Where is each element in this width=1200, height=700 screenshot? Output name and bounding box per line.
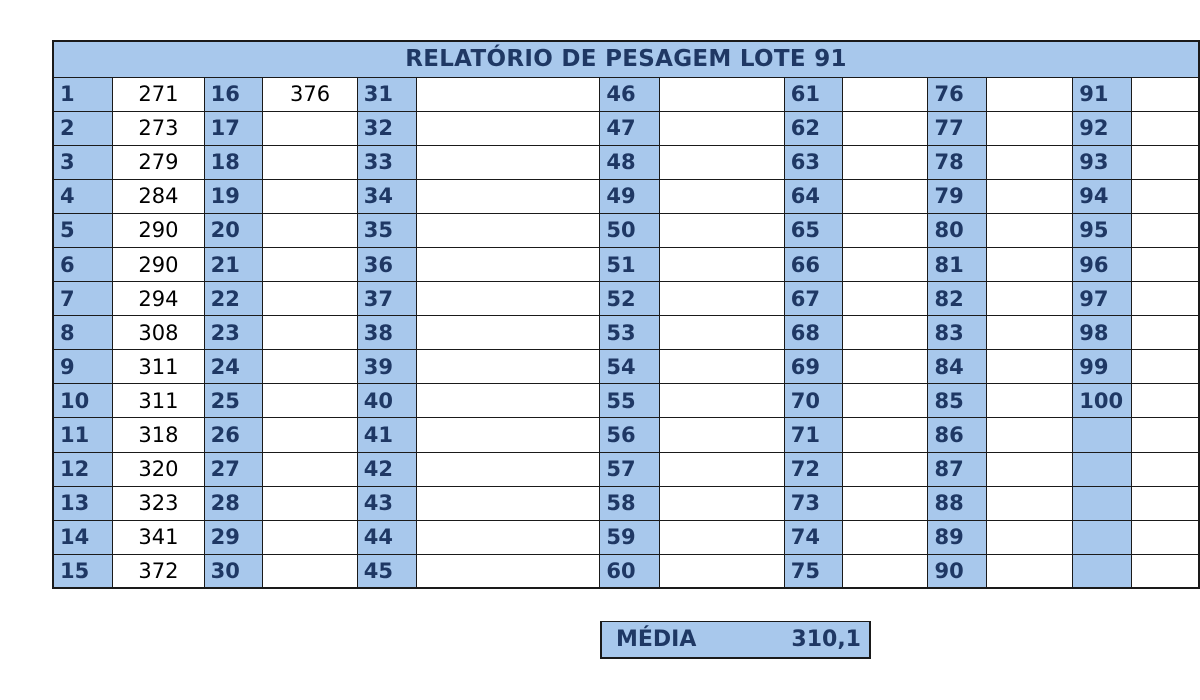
weight-cell[interactable] [416, 486, 600, 520]
weighing-report-table [52, 40, 1200, 589]
weight-cell[interactable] [416, 111, 600, 145]
weight-cell[interactable] [263, 350, 357, 384]
row-number-cell: 54 [600, 350, 660, 384]
row-number-cell: 55 [600, 384, 660, 418]
row-number-cell: 20 [204, 213, 263, 247]
weight-cell[interactable] [263, 520, 357, 554]
table-row [53, 486, 1199, 520]
weight-cell[interactable]: 311 [113, 384, 204, 418]
weight-cell[interactable] [660, 179, 785, 213]
weight-cell[interactable] [843, 213, 928, 247]
weight-cell[interactable] [660, 384, 785, 418]
row-number-cell: 94 [1073, 179, 1132, 213]
row-number-cell: 18 [204, 145, 263, 179]
weight-cell[interactable] [1132, 179, 1199, 213]
weight-cell[interactable] [660, 452, 785, 486]
table-row [53, 418, 1199, 452]
row-number-cell: 25 [204, 384, 263, 418]
weight-cell[interactable] [843, 486, 928, 520]
weight-cell[interactable] [263, 554, 357, 588]
weight-cell[interactable] [1132, 282, 1199, 316]
row-number-cell [1073, 418, 1132, 452]
weight-cell[interactable] [987, 282, 1073, 316]
row-number-cell [1073, 452, 1132, 486]
row-number-cell: 66 [784, 247, 843, 281]
weight-cell[interactable] [1132, 350, 1199, 384]
weight-cell[interactable] [1132, 384, 1199, 418]
table-row [53, 520, 1199, 554]
weight-cell[interactable] [416, 384, 600, 418]
row-number-cell: 2 [53, 111, 113, 145]
row-number-cell: 91 [1073, 77, 1132, 111]
row-number-cell [1073, 520, 1132, 554]
weight-cell[interactable] [660, 77, 785, 111]
row-number-cell: 77 [928, 111, 987, 145]
weight-cell[interactable]: 311 [113, 350, 204, 384]
weight-cell[interactable] [1132, 486, 1199, 520]
weight-cell[interactable]: 290 [113, 247, 204, 281]
row-number-cell: 52 [600, 282, 660, 316]
weight-cell[interactable] [660, 213, 785, 247]
weight-cell[interactable] [843, 145, 928, 179]
table-row [53, 247, 1199, 281]
weight-cell[interactable] [263, 418, 357, 452]
weight-cell[interactable]: 290 [113, 213, 204, 247]
row-number-cell: 17 [204, 111, 263, 145]
weight-cell[interactable] [987, 145, 1073, 179]
row-number-cell: 10 [53, 384, 113, 418]
weight-cell[interactable] [843, 77, 928, 111]
weight-cell[interactable] [660, 282, 785, 316]
row-number-cell: 4 [53, 179, 113, 213]
weight-cell[interactable] [263, 486, 357, 520]
row-number-cell: 6 [53, 247, 113, 281]
weight-cell[interactable] [263, 316, 357, 350]
table-row [53, 384, 1199, 418]
weight-cell[interactable]: 323 [113, 486, 204, 520]
weight-cell[interactable] [416, 520, 600, 554]
weight-cell[interactable] [416, 452, 600, 486]
row-number-cell: 62 [784, 111, 843, 145]
table-row [53, 282, 1199, 316]
row-number-cell: 36 [357, 247, 416, 281]
weight-cell[interactable]: 271 [113, 77, 204, 111]
row-number-cell: 85 [928, 384, 987, 418]
weight-cell[interactable] [843, 350, 928, 384]
weight-cell[interactable] [987, 316, 1073, 350]
row-number-cell: 75 [784, 554, 843, 588]
row-number-cell: 11 [53, 418, 113, 452]
row-number-cell: 63 [784, 145, 843, 179]
row-number-cell: 79 [928, 179, 987, 213]
average-label: MÉDIA [616, 627, 697, 652]
weight-cell[interactable] [1132, 520, 1199, 554]
report-title: RELATÓRIO DE PESAGEM LOTE 91 [53, 41, 1199, 77]
weight-cell[interactable] [987, 179, 1073, 213]
row-number-cell: 26 [204, 418, 263, 452]
weight-cell[interactable]: 372 [113, 554, 204, 588]
row-number-cell: 71 [784, 418, 843, 452]
row-number-cell: 31 [357, 77, 416, 111]
average-box [600, 621, 871, 659]
table-row [53, 350, 1199, 384]
row-number-cell: 95 [1073, 213, 1132, 247]
row-number-cell: 3 [53, 145, 113, 179]
weight-cell[interactable] [416, 145, 600, 179]
weight-cell[interactable]: 320 [113, 452, 204, 486]
row-number-cell: 99 [1073, 350, 1132, 384]
weight-cell[interactable] [987, 384, 1073, 418]
row-number-cell: 83 [928, 316, 987, 350]
row-number-cell: 14 [53, 520, 113, 554]
row-number-cell: 45 [357, 554, 416, 588]
row-number-cell: 42 [357, 452, 416, 486]
row-number-cell: 57 [600, 452, 660, 486]
row-number-cell: 70 [784, 384, 843, 418]
weight-cell[interactable] [660, 350, 785, 384]
row-number-cell: 12 [53, 452, 113, 486]
row-number-cell: 81 [928, 247, 987, 281]
weight-cell[interactable]: 279 [113, 145, 204, 179]
weight-cell[interactable]: 294 [113, 282, 204, 316]
weight-cell[interactable] [660, 145, 785, 179]
row-number-cell: 37 [357, 282, 416, 316]
weight-cell[interactable] [1132, 111, 1199, 145]
row-number-cell: 64 [784, 179, 843, 213]
row-number-cell: 84 [928, 350, 987, 384]
row-number-cell: 80 [928, 213, 987, 247]
weight-cell[interactable] [1132, 77, 1199, 111]
row-number-cell: 15 [53, 554, 113, 588]
weight-cell[interactable] [416, 350, 600, 384]
row-number-cell: 49 [600, 179, 660, 213]
row-number-cell: 82 [928, 282, 987, 316]
weight-cell[interactable] [987, 520, 1073, 554]
row-number-cell: 89 [928, 520, 987, 554]
weight-cell[interactable] [843, 418, 928, 452]
row-number-cell: 44 [357, 520, 416, 554]
weight-cell[interactable] [263, 179, 357, 213]
row-number-cell: 28 [204, 486, 263, 520]
row-number-cell: 35 [357, 213, 416, 247]
row-number-cell: 73 [784, 486, 843, 520]
weight-cell[interactable] [660, 486, 785, 520]
weight-cell[interactable]: 308 [113, 316, 204, 350]
row-number-cell: 69 [784, 350, 843, 384]
table-row [53, 111, 1199, 145]
row-number-cell: 22 [204, 282, 263, 316]
weight-cell[interactable] [987, 213, 1073, 247]
weight-cell[interactable] [416, 282, 600, 316]
row-number-cell: 74 [784, 520, 843, 554]
row-number-cell: 19 [204, 179, 263, 213]
weight-cell[interactable] [263, 384, 357, 418]
weight-cell[interactable] [987, 77, 1073, 111]
weight-cell[interactable]: 341 [113, 520, 204, 554]
row-number-cell: 30 [204, 554, 263, 588]
row-number-cell: 56 [600, 418, 660, 452]
row-number-cell: 65 [784, 213, 843, 247]
row-number-cell: 46 [600, 77, 660, 111]
weight-cell[interactable] [263, 282, 357, 316]
weight-cell[interactable]: 318 [113, 418, 204, 452]
weight-cell[interactable] [843, 316, 928, 350]
weight-cell[interactable] [843, 179, 928, 213]
row-number-cell: 51 [600, 247, 660, 281]
weight-cell[interactable] [660, 111, 785, 145]
weight-cell[interactable] [843, 111, 928, 145]
weight-cell[interactable] [416, 247, 600, 281]
weight-cell[interactable] [843, 520, 928, 554]
weight-cell[interactable] [263, 111, 357, 145]
row-number-cell: 92 [1073, 111, 1132, 145]
weight-cell[interactable] [660, 418, 785, 452]
row-number-cell: 41 [357, 418, 416, 452]
row-number-cell: 21 [204, 247, 263, 281]
weight-cell[interactable] [843, 452, 928, 486]
row-number-cell: 33 [357, 145, 416, 179]
row-number-cell: 93 [1073, 145, 1132, 179]
weight-cell[interactable] [987, 350, 1073, 384]
weight-cell[interactable] [987, 554, 1073, 588]
row-number-cell: 13 [53, 486, 113, 520]
row-number-cell: 24 [204, 350, 263, 384]
weight-cell[interactable] [263, 145, 357, 179]
row-number-cell: 38 [357, 316, 416, 350]
weight-cell[interactable] [1132, 247, 1199, 281]
weight-cell[interactable] [416, 316, 600, 350]
weight-cell[interactable] [1132, 145, 1199, 179]
weight-cell[interactable]: 376 [263, 77, 357, 111]
row-number-cell: 43 [357, 486, 416, 520]
weight-cell[interactable] [1132, 452, 1199, 486]
table-row [53, 452, 1199, 486]
table-row [53, 145, 1199, 179]
row-number-cell: 29 [204, 520, 263, 554]
weight-cell[interactable]: 284 [113, 179, 204, 213]
weight-cell[interactable] [1132, 554, 1199, 588]
row-number-cell: 86 [928, 418, 987, 452]
weight-cell[interactable] [660, 316, 785, 350]
weight-cell[interactable] [843, 384, 928, 418]
row-number-cell: 60 [600, 554, 660, 588]
row-number-cell: 40 [357, 384, 416, 418]
weight-cell[interactable] [1132, 316, 1199, 350]
row-number-cell: 87 [928, 452, 987, 486]
row-number-cell: 8 [53, 316, 113, 350]
weight-cell[interactable] [843, 554, 928, 588]
weight-cell[interactable] [660, 554, 785, 588]
weight-cell[interactable] [416, 179, 600, 213]
row-number-cell: 78 [928, 145, 987, 179]
row-number-cell: 88 [928, 486, 987, 520]
row-number-cell: 98 [1073, 316, 1132, 350]
weight-cell[interactable] [660, 247, 785, 281]
row-number-cell [1073, 486, 1132, 520]
average-value: 310,1 [791, 627, 861, 652]
weight-cell[interactable] [416, 77, 600, 111]
weight-cell[interactable] [987, 247, 1073, 281]
weight-cell[interactable] [987, 452, 1073, 486]
row-number-cell: 5 [53, 213, 113, 247]
row-number-cell: 67 [784, 282, 843, 316]
weight-cell[interactable] [263, 213, 357, 247]
weight-cell[interactable] [1132, 213, 1199, 247]
row-number-cell: 1 [53, 77, 113, 111]
row-number-cell: 48 [600, 145, 660, 179]
row-number-cell: 61 [784, 77, 843, 111]
weight-cell[interactable] [843, 282, 928, 316]
row-number-cell: 97 [1073, 282, 1132, 316]
row-number-cell: 16 [204, 77, 263, 111]
row-number-cell: 68 [784, 316, 843, 350]
weight-cell[interactable] [263, 247, 357, 281]
weight-cell[interactable] [843, 247, 928, 281]
row-number-cell: 47 [600, 111, 660, 145]
row-number-cell: 7 [53, 282, 113, 316]
row-number-cell: 34 [357, 179, 416, 213]
row-number-cell: 59 [600, 520, 660, 554]
table-row [53, 554, 1199, 588]
row-number-cell: 58 [600, 486, 660, 520]
row-number-cell: 32 [357, 111, 416, 145]
title-row [53, 41, 1199, 77]
row-number-cell: 76 [928, 77, 987, 111]
weight-cell[interactable] [987, 418, 1073, 452]
weight-cell[interactable] [987, 486, 1073, 520]
row-number-cell: 96 [1073, 247, 1132, 281]
row-number-cell: 23 [204, 316, 263, 350]
weight-cell[interactable] [987, 111, 1073, 145]
row-number-cell: 50 [600, 213, 660, 247]
table-row [53, 179, 1199, 213]
row-number-cell: 72 [784, 452, 843, 486]
table-row [53, 213, 1199, 247]
row-number-cell [1073, 554, 1132, 588]
row-number-cell: 90 [928, 554, 987, 588]
weight-cell[interactable] [416, 418, 600, 452]
weight-cell[interactable] [263, 452, 357, 486]
table-row [53, 316, 1199, 350]
row-number-cell: 53 [600, 316, 660, 350]
table-row [53, 77, 1199, 111]
weight-cell[interactable]: 273 [113, 111, 204, 145]
row-number-cell: 39 [357, 350, 416, 384]
weight-cell[interactable] [1132, 418, 1199, 452]
weight-cell[interactable] [416, 213, 600, 247]
row-number-cell: 27 [204, 452, 263, 486]
weight-cell[interactable] [660, 520, 785, 554]
row-number-cell: 9 [53, 350, 113, 384]
row-number-cell: 100 [1073, 384, 1132, 418]
weight-cell[interactable] [416, 554, 600, 588]
